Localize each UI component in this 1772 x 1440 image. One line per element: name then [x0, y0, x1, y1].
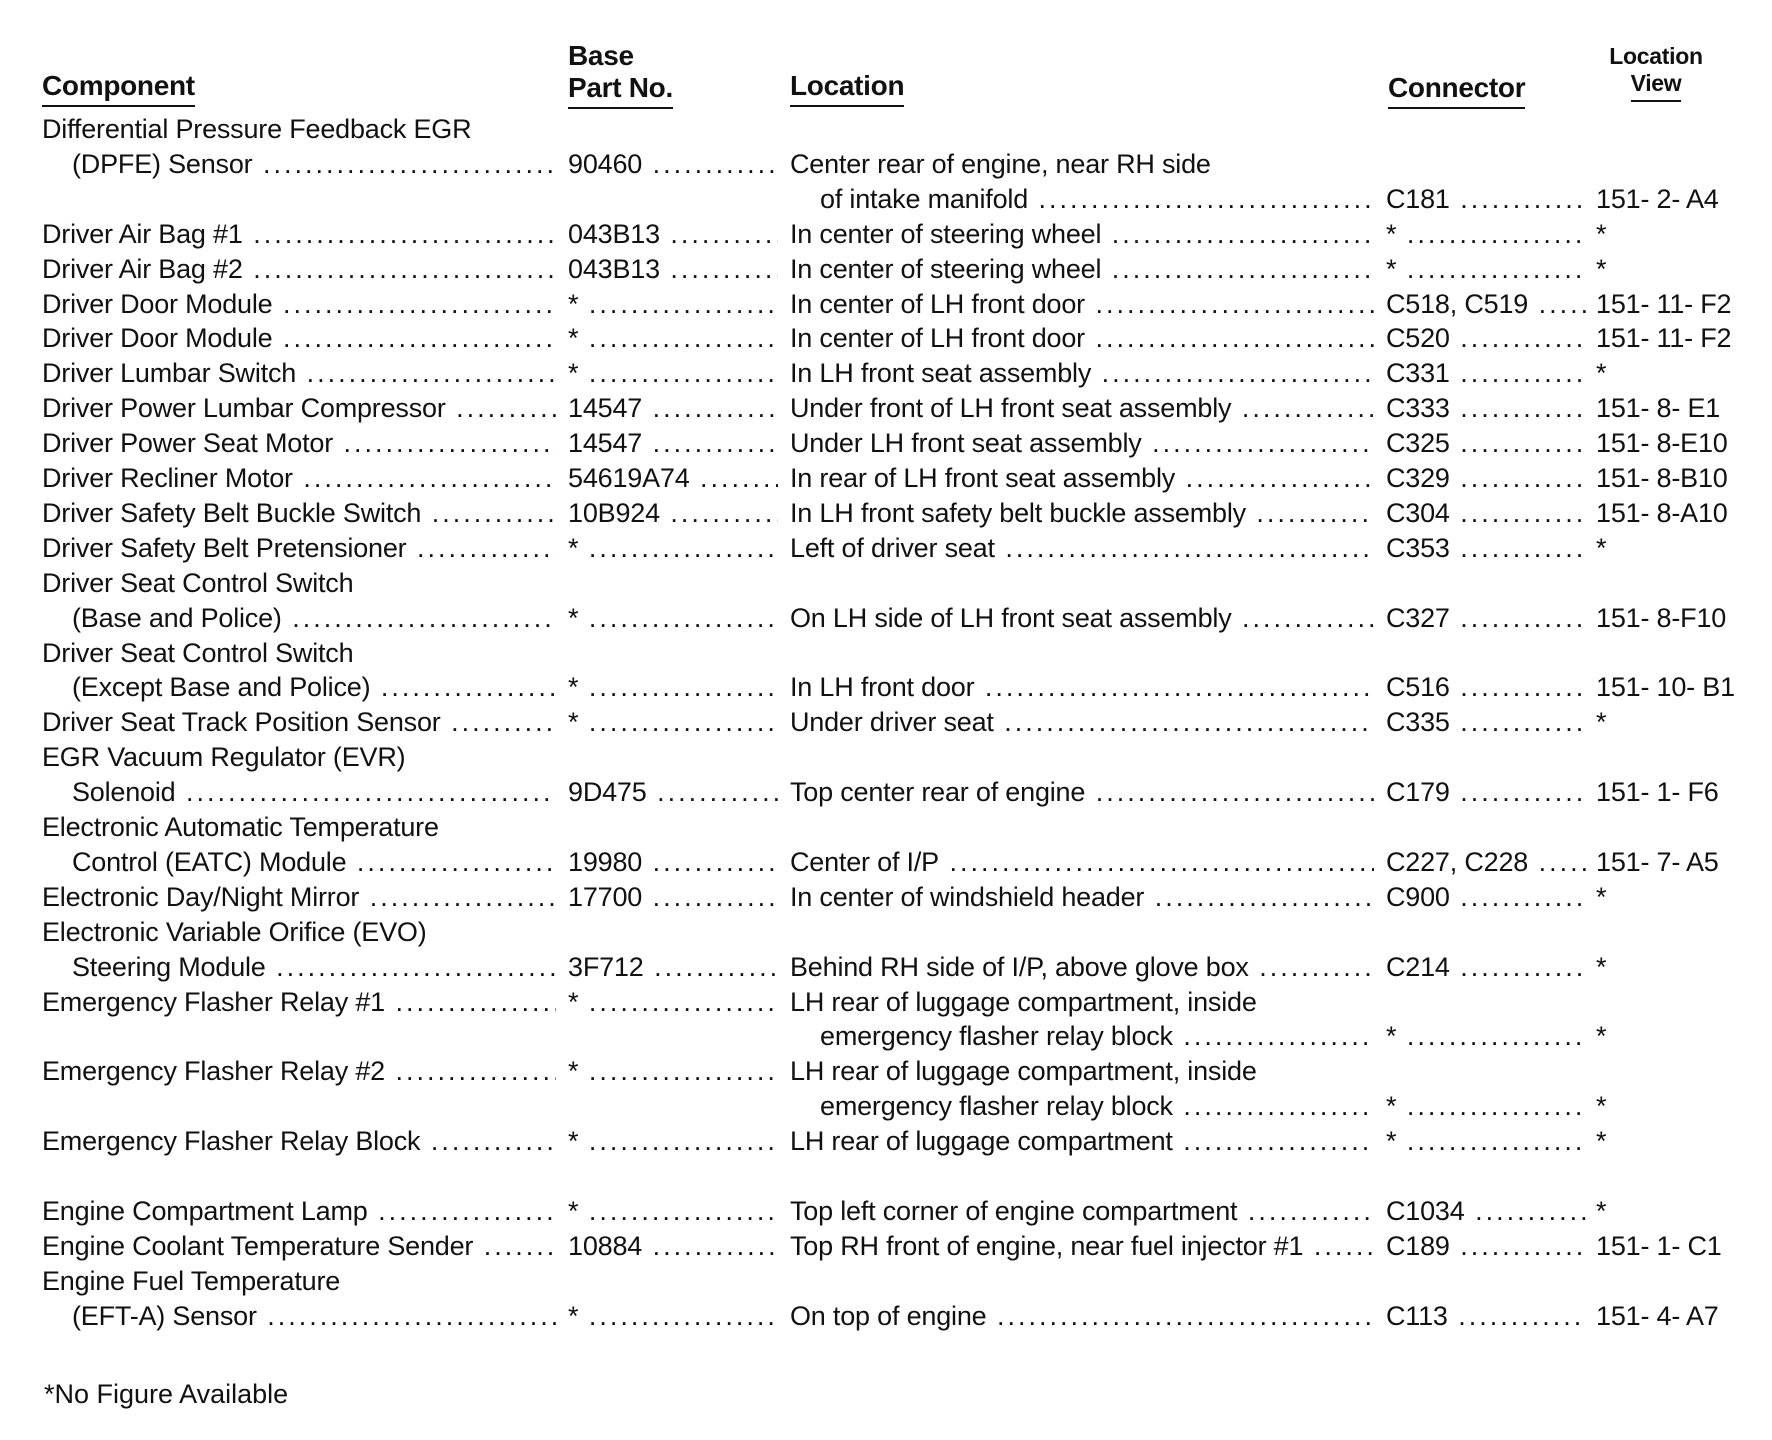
- cell-conn: C520 .....: [1386, 321, 1586, 355]
- cell-comp: Driver Door Module .....: [42, 321, 556, 355]
- cell-loc: LH rear of luggage compartment, inside: [790, 1056, 1257, 1087]
- cell-comp: Driver Door Module .....: [42, 287, 556, 321]
- header-base: Base Part No.: [568, 40, 673, 109]
- cell-comp: Driver Seat Track Position Sensor .....: [42, 705, 556, 739]
- cell-conn: C335 .....: [1386, 705, 1586, 739]
- cell-view: 151- 8-F10: [1596, 602, 1727, 633]
- cell-loc: In center of windshield header .....: [790, 880, 1374, 914]
- cell-conn: C518, C519 .....: [1386, 287, 1586, 321]
- cell-view: 151- 11- F2: [1596, 323, 1732, 354]
- cell-part: 17700 .....: [568, 880, 778, 914]
- cell-loc: In center of steering wheel .....: [790, 217, 1374, 251]
- cell-comp: Driver Safety Belt Pretensioner .....: [42, 531, 556, 565]
- cell-conn: C189 .....: [1386, 1229, 1586, 1263]
- cell-loc: In center of LH front door .....: [790, 321, 1374, 355]
- cell-loc: Center of I/P .....: [790, 845, 1374, 879]
- cell-part: 90460 .....: [568, 147, 778, 181]
- cell-comp: Driver Recliner Motor .....: [42, 461, 556, 495]
- cell-part: * .....: [568, 985, 778, 1019]
- cell-comp: Emergency Flasher Relay #1 .....: [42, 985, 556, 1019]
- cell-view: *: [1596, 951, 1607, 982]
- cell-conn: C329 .....: [1386, 461, 1586, 495]
- cell-view: *: [1596, 532, 1607, 563]
- cell-loc: of intake manifold .....: [820, 182, 1374, 216]
- cell-part: * .....: [568, 1194, 778, 1228]
- cell-conn: * .....: [1386, 217, 1586, 251]
- cell-comp: EGR Vacuum Regulator (EVR): [42, 742, 406, 773]
- cell-conn: C179 .....: [1386, 775, 1586, 809]
- cell-part: * .....: [568, 670, 778, 704]
- cell-part: 10B924 .....: [568, 496, 778, 530]
- cell-loc: In LH front door .....: [790, 670, 1374, 704]
- cell-comp: Driver Seat Control Switch: [42, 637, 354, 668]
- cell-view: *: [1596, 707, 1607, 738]
- cell-view: *: [1596, 1091, 1607, 1122]
- cell-part: * .....: [568, 1124, 778, 1158]
- cell-conn: C1034 .....: [1386, 1194, 1586, 1228]
- cell-part: * .....: [568, 705, 778, 739]
- cell-loc: LH rear of luggage compartment .....: [790, 1124, 1374, 1158]
- cell-view: 151- 8-B10: [1596, 463, 1728, 493]
- cell-loc: On top of engine .....: [790, 1299, 1374, 1333]
- cell-comp: Emergency Flasher Relay #2 .....: [42, 1054, 556, 1088]
- cell-comp: Driver Safety Belt Buckle Switch .....: [42, 496, 556, 530]
- cell-conn: C327 .....: [1386, 601, 1586, 635]
- cell-part: * .....: [568, 287, 778, 321]
- cell-loc: In LH front seat assembly .....: [790, 356, 1374, 390]
- cell-loc: emergency flasher relay block .....: [820, 1019, 1374, 1053]
- cell-conn: C181 .....: [1386, 182, 1586, 216]
- cell-loc: Under front of LH front seat assembly .....: [790, 391, 1374, 425]
- cell-comp: Driver Power Lumbar Compressor .....: [42, 391, 556, 425]
- cell-view: *: [1596, 358, 1607, 389]
- cell-view: 151- 2- A4: [1596, 183, 1719, 214]
- header-location: Location: [790, 70, 904, 107]
- cell-comp: Control (EATC) Module .....: [72, 845, 556, 879]
- cell-loc: Top center rear of engine .....: [790, 775, 1374, 809]
- cell-conn: C516 .....: [1386, 670, 1586, 704]
- cell-comp: Driver Lumbar Switch .....: [42, 356, 556, 390]
- cell-loc: emergency flasher relay block .....: [820, 1089, 1374, 1123]
- cell-view: 151- 8- E1: [1596, 393, 1721, 424]
- cell-comp: Electronic Variable Orifice (EVO): [42, 916, 427, 947]
- cell-comp: Steering Module .....: [72, 950, 556, 984]
- cell-part: * .....: [568, 601, 778, 635]
- cell-conn: * .....: [1386, 1089, 1586, 1123]
- cell-comp: Driver Seat Control Switch: [42, 567, 354, 598]
- cell-part: 043B13 .....: [568, 252, 778, 286]
- cell-comp: Driver Power Seat Motor .....: [42, 426, 556, 460]
- cell-view: 151- 8-E10: [1596, 428, 1728, 459]
- cell-part: 9D475 .....: [568, 775, 778, 809]
- cell-part: 14547 .....: [568, 426, 778, 460]
- cell-comp: (Base and Police) .....: [72, 601, 556, 635]
- cell-view: 151- 11- F2: [1596, 288, 1732, 319]
- cell-loc: In center of steering wheel .....: [790, 252, 1374, 286]
- cell-comp: Electronic Day/Night Mirror .....: [42, 880, 556, 914]
- cell-part: 54619A74 .....: [568, 461, 778, 495]
- cell-conn: * .....: [1386, 1124, 1586, 1158]
- header-component: Component: [42, 70, 195, 107]
- cell-conn: C900 .....: [1386, 880, 1586, 914]
- cell-conn: C227, C228 .....: [1386, 845, 1586, 879]
- cell-comp: (DPFE) Sensor .....: [72, 147, 556, 181]
- cell-loc: Top RH front of engine, near fuel injector #1 .....: [790, 1229, 1374, 1263]
- cell-conn: C353 .....: [1386, 531, 1586, 565]
- cell-view: *: [1596, 881, 1607, 912]
- cell-comp: Differential Pressure Feedback EGR: [42, 114, 472, 144]
- cell-comp: (EFT-A) Sensor .....: [72, 1299, 556, 1333]
- cell-comp: Engine Fuel Temperature: [42, 1265, 341, 1296]
- cell-loc: In center of LH front door .....: [790, 287, 1374, 321]
- cell-conn: C325 .....: [1386, 426, 1586, 460]
- cell-view: *: [1596, 1021, 1607, 1052]
- cell-part: * .....: [568, 1299, 778, 1333]
- cell-conn: C304 .....: [1386, 496, 1586, 530]
- cell-conn: C113 .....: [1386, 1299, 1586, 1333]
- cell-comp: Electronic Automatic Temperature: [42, 812, 439, 842]
- cell-loc: Center rear of engine, near RH side: [790, 148, 1211, 179]
- cell-view: 151- 1- F6: [1596, 777, 1719, 808]
- cell-view: 151- 7- A5: [1596, 846, 1719, 877]
- cell-comp: Emergency Flasher Relay Block .....: [42, 1124, 556, 1158]
- cell-comp: Engine Compartment Lamp .....: [42, 1194, 556, 1228]
- cell-view: *: [1596, 1126, 1607, 1157]
- cell-loc: LH rear of luggage compartment, inside: [790, 986, 1257, 1017]
- cell-comp: Driver Air Bag #1 .....: [42, 217, 556, 251]
- cell-comp: (Except Base and Police) .....: [72, 670, 556, 704]
- cell-view: 151- 4- A7: [1596, 1300, 1719, 1331]
- cell-conn: C331 .....: [1386, 356, 1586, 390]
- cell-part: * .....: [568, 531, 778, 565]
- cell-loc: Under LH front seat assembly .....: [790, 426, 1374, 460]
- cell-part: 3F712 .....: [568, 950, 778, 984]
- cell-part: * .....: [568, 356, 778, 390]
- cell-loc: Top left corner of engine compartment .....: [790, 1194, 1374, 1228]
- header-location-view: Location View: [1596, 43, 1716, 102]
- cell-part: * .....: [568, 321, 778, 355]
- cell-part: * .....: [568, 1054, 778, 1088]
- cell-comp: Engine Coolant Temperature Sender .....: [42, 1229, 556, 1263]
- cell-part: 10884 .....: [568, 1229, 778, 1263]
- cell-view: *: [1596, 1195, 1607, 1226]
- footnote: *No Figure Available: [44, 1379, 289, 1409]
- cell-view: 151- 8-A10: [1596, 497, 1728, 528]
- cell-loc: Left of driver seat .....: [790, 531, 1374, 565]
- cell-part: 043B13 .....: [568, 217, 778, 251]
- cell-view: *: [1596, 218, 1607, 249]
- cell-view: *: [1596, 253, 1607, 284]
- cell-conn: C333 .....: [1386, 391, 1586, 425]
- cell-comp: Solenoid .....: [72, 775, 556, 809]
- cell-loc: On LH side of LH front seat assembly .....: [790, 601, 1374, 635]
- cell-comp: Driver Air Bag #2 .....: [42, 252, 556, 286]
- cell-part: 14547 .....: [568, 391, 778, 425]
- cell-part: 19980 .....: [568, 845, 778, 879]
- cell-view: 151- 1- C1: [1596, 1230, 1722, 1261]
- cell-loc: Behind RH side of I/P, above glove box .....: [790, 950, 1374, 984]
- cell-loc: Under driver seat .....: [790, 705, 1374, 739]
- cell-conn: * .....: [1386, 1019, 1586, 1053]
- cell-conn: C214 .....: [1386, 950, 1586, 984]
- header-connector: Connector: [1388, 72, 1525, 109]
- cell-loc: In rear of LH front seat assembly .....: [790, 461, 1374, 495]
- cell-loc: In LH front safety belt buckle assembly .....: [790, 496, 1374, 530]
- cell-view: 151- 10- B1: [1596, 672, 1735, 703]
- cell-conn: * .....: [1386, 252, 1586, 286]
